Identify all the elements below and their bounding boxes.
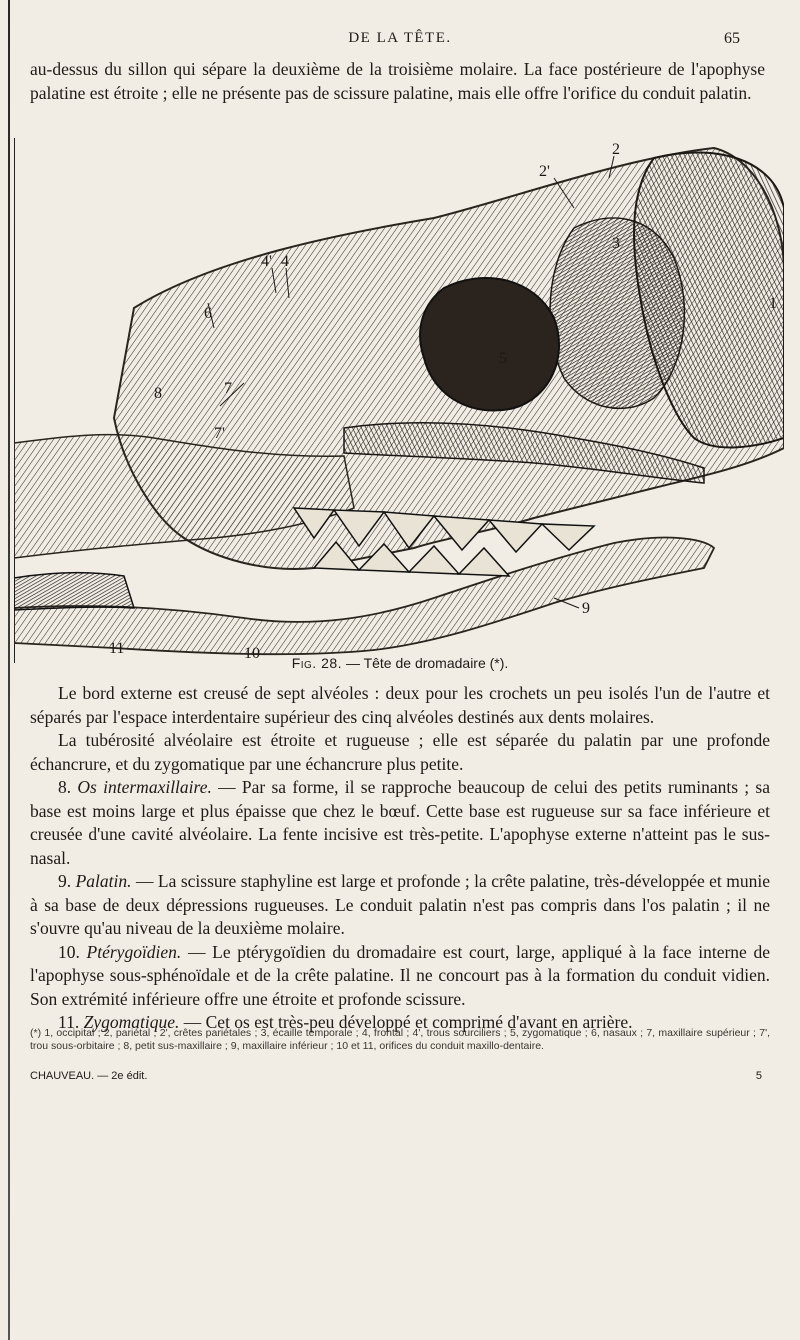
signature-mark: 5 (755, 1070, 762, 1082)
label-2-prime: 2' (539, 163, 550, 180)
section-text: — La scissure staphyline est large et profonde ; la crête palatine, très-développée et munie à sa base de deux dépressions rugueuses. Le conduit palatin n'est pas compris dans l'os palatin ; il ne s'ouvre qu'au niveau de la deuxième molaire. (30, 871, 771, 938)
section-title: Zygomatique. (83, 1012, 180, 1032)
label-3: 3 (612, 235, 620, 252)
label-4-prime: 4' (261, 253, 272, 270)
label-6: 6 (204, 305, 212, 322)
label-9: 9 (582, 600, 590, 617)
label-8: 8 (154, 385, 162, 402)
label-7-prime: 7' (214, 425, 225, 442)
imprint-line (30, 1070, 770, 1082)
section-title: Os intermaxillaire. (77, 777, 212, 797)
page-number: 65 (724, 30, 740, 47)
section-number: 11. (58, 1012, 80, 1032)
skull-engraving (14, 138, 784, 663)
label-10: 10 (244, 645, 260, 662)
page-header (0, 30, 800, 54)
paragraph-alveoles: Le bord externe est creusé de sept alvéoles : deux pour les crochets un peu isolés l'un de l'autre et séparés par l'espace interdentaire supérieur des cinq alvéoles destinés aux dents molaires. (30, 683, 770, 727)
edition-imprint: CHAUVEAU. — 2e édit. (30, 1070, 148, 1082)
paragraph-intermaxillaire (30, 776, 770, 870)
label-4: 4 (281, 253, 289, 270)
incisor-region (14, 573, 134, 610)
label-5: 5 (499, 350, 507, 367)
section-text: — Le ptérygoïdien du dromadaire est court, large, appliqué à la face interne de l'apophyse sous-sphénoïdale et de la crête palatine. Il ne concourt pas à la formation du conduit vidien. Son extrémité inférieure offre une étroite et profonde scissure. (30, 941, 770, 1009)
paragraph-tuberosite: La tubérosité alvéolaire est étroite et rugueuse ; elle est séparée du palatin par une profonde échancrure, et du zygomatique par une échancrure plus petite. (30, 730, 770, 774)
section-number: 8. (58, 777, 72, 797)
figure-caption (0, 655, 800, 671)
dromedary-skull-figure (14, 138, 784, 663)
section-number: 9. (58, 871, 72, 891)
footnote: (*) 1, occipital ; 2, pariétal ; 2', crêtes pariétales ; 3, écaille temporale ; 4, frontal ; 4', trous sourciliers ; 5, zygomatique ; 6, nasaux ; 7, maxillaire supérieur ; 7', trou sous-orbitaire ; 8, petit sus-maxillaire ; 9, maxillaire inférieur ; 10 et 11, orifices du conduit maxillo-dentaire. (30, 1027, 770, 1052)
caption-dash: — (345, 655, 360, 671)
body-text (30, 682, 770, 1035)
figure-number: Fig. 28. (291, 655, 343, 671)
caption-text: Tête de dromadaire (*). (363, 655, 509, 671)
label-11: 11 (109, 640, 125, 657)
running-title: DE LA TÊTE. (348, 30, 452, 46)
label-1: 1 (769, 295, 777, 312)
paragraph-palatin (30, 870, 770, 941)
section-title: Palatin. (75, 871, 132, 891)
section-text: — Par sa forme, il se rapproche beaucoup de celui des petits ruminants ; sa base est moins large et plus épaisse que chez le bœuf. Cette base est rugueuse sur sa face inférieure et creusée d'une cavité alvéolaire. La fente incisive est très-petite. L'apophyse externe n'atteint pas le sus-nasal. (30, 777, 770, 868)
section-number: 10. (58, 941, 80, 962)
label-7: 7 (224, 380, 232, 397)
section-text: — Cet os est très-peu développé et comprimé d'avant en arrière. (179, 1012, 633, 1032)
label-2: 2 (612, 141, 620, 158)
paragraph-pterygoidien (30, 941, 770, 1012)
intro-paragraph: au-dessus du sillon qui sépare la deuxième de la troisième molaire. La face postérieure de l'apophyse palatine est étroite ; elle ne présente pas de scissure palatine, mais elle offre l'orifice du conduit palatin. (30, 59, 765, 103)
section-title: Ptérygoïdien. (86, 941, 182, 962)
